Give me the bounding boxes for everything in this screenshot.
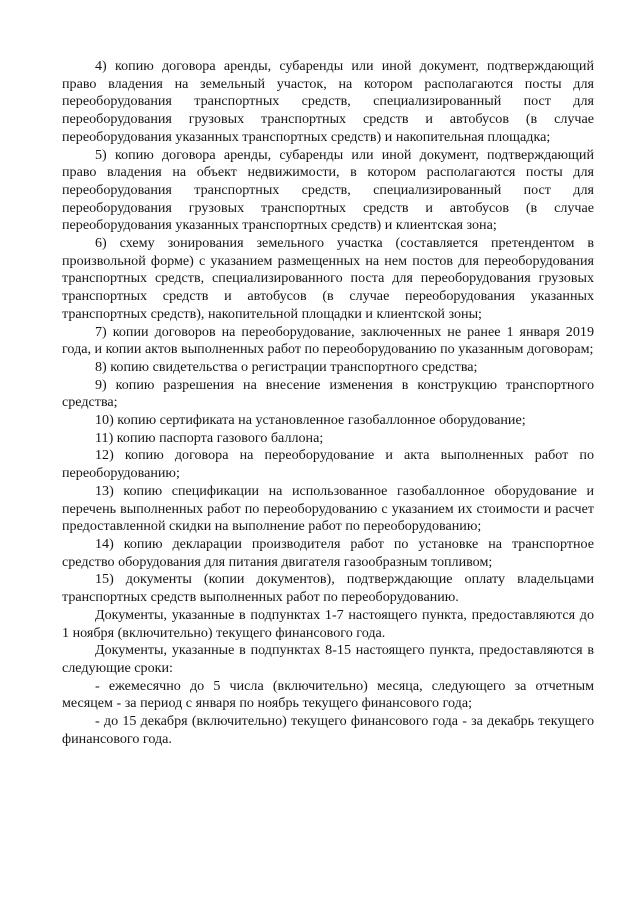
paragraph-item-9: 9) копию разрешения на внесение изменения в конструкцию транспортного средства; (62, 376, 594, 411)
paragraph-item-13: 13) копию спецификации на использованное газобаллонное оборудование и перечень выполненных работ по переоборудованию с указанием их стоимости и расчет предоставленной скидки на выполнение работ по переоборудованию; (62, 482, 594, 535)
paragraph-item-14: 14) копию декларации производителя работ по установке на транспортное средство оборудования для питания двигателя газообразным топливом; (62, 535, 594, 570)
paragraph-item-10: 10) копию сертификата на установленное газобаллонное оборудование; (95, 412, 526, 429)
paragraph-deadline-8-15: Документы, указанные в подпунктах 8-15 настоящего пункта, предоставляются в следующие сроки: (62, 642, 594, 676)
paragraph-item-11: 11) копию паспорта газового баллона; (95, 429, 324, 446)
paragraph-item-8: 8) копию свидетельства о регистрации транспортного средства; (95, 358, 478, 375)
paragraph-december-deadline: - до 15 декабря (включительно) текущего финансового года - за декабрь текущего финансового года. (62, 713, 594, 747)
paragraph-deadline-1-7: Документы, указанные в подпунктах 1-7 настоящего пункта, предоставляются до 1 ноября (включительно) текущего финансового года. (62, 606, 594, 641)
paragraph-item-6: 6) схему зонирования земельного участка (составляется претендентом в произвольной форме) с указанием размещенных на нем постов для переоборудования транспортных средств, специализированного поста для переоборудования грузовых транспортных средств и автобусов (в случае переоборудования указанных транспортных средств), накопительной площадки и клиентской зоны; (62, 235, 594, 322)
paragraph-item-4: 4) копию договора аренды, субаренды или иной документ, подтверждающий право владения на земельный участок, на котором располагаются посты для переоборудования транспортных средств, специализированный пост для переоборудования грузовых транспортных средств и автобусов (в случае переоборудования указанных транспортных средств) и накопительная площадка; (62, 58, 594, 145)
paragraph-item-5: 5) копию договора аренды, субаренды или иной документ, подтверждающий право владения на объект недвижимости, в котором располагаются посты для переоборудования транспортных средств, специализированный пост для переоборудования грузовых транспортных средств и автобусов (в случае переоборудования указанных транспортных средств) и клиентская зона; (62, 146, 594, 234)
document-page (62, 58, 594, 748)
paragraph-item-7: 7) копии договоров на переоборудование, заключенных не ранее 1 января 2019 года, и копии актов выполненных работ по переоборудованию по указанным договорам; (62, 323, 594, 358)
paragraph-item-15: 15) документы (копии документов), подтверждающие оплату владельцами транспортных средств выполненных работ по переоборудованию. (62, 571, 594, 606)
paragraph-item-12: 12) копию договора на переоборудование и акта выполненных работ по переоборудованию; (62, 447, 594, 482)
paragraph-monthly-deadline: - ежемесячно до 5 числа (включительно) месяца, следующего за отчетным месяцем - за период с января по ноябрь текущего финансового года; (62, 677, 594, 712)
